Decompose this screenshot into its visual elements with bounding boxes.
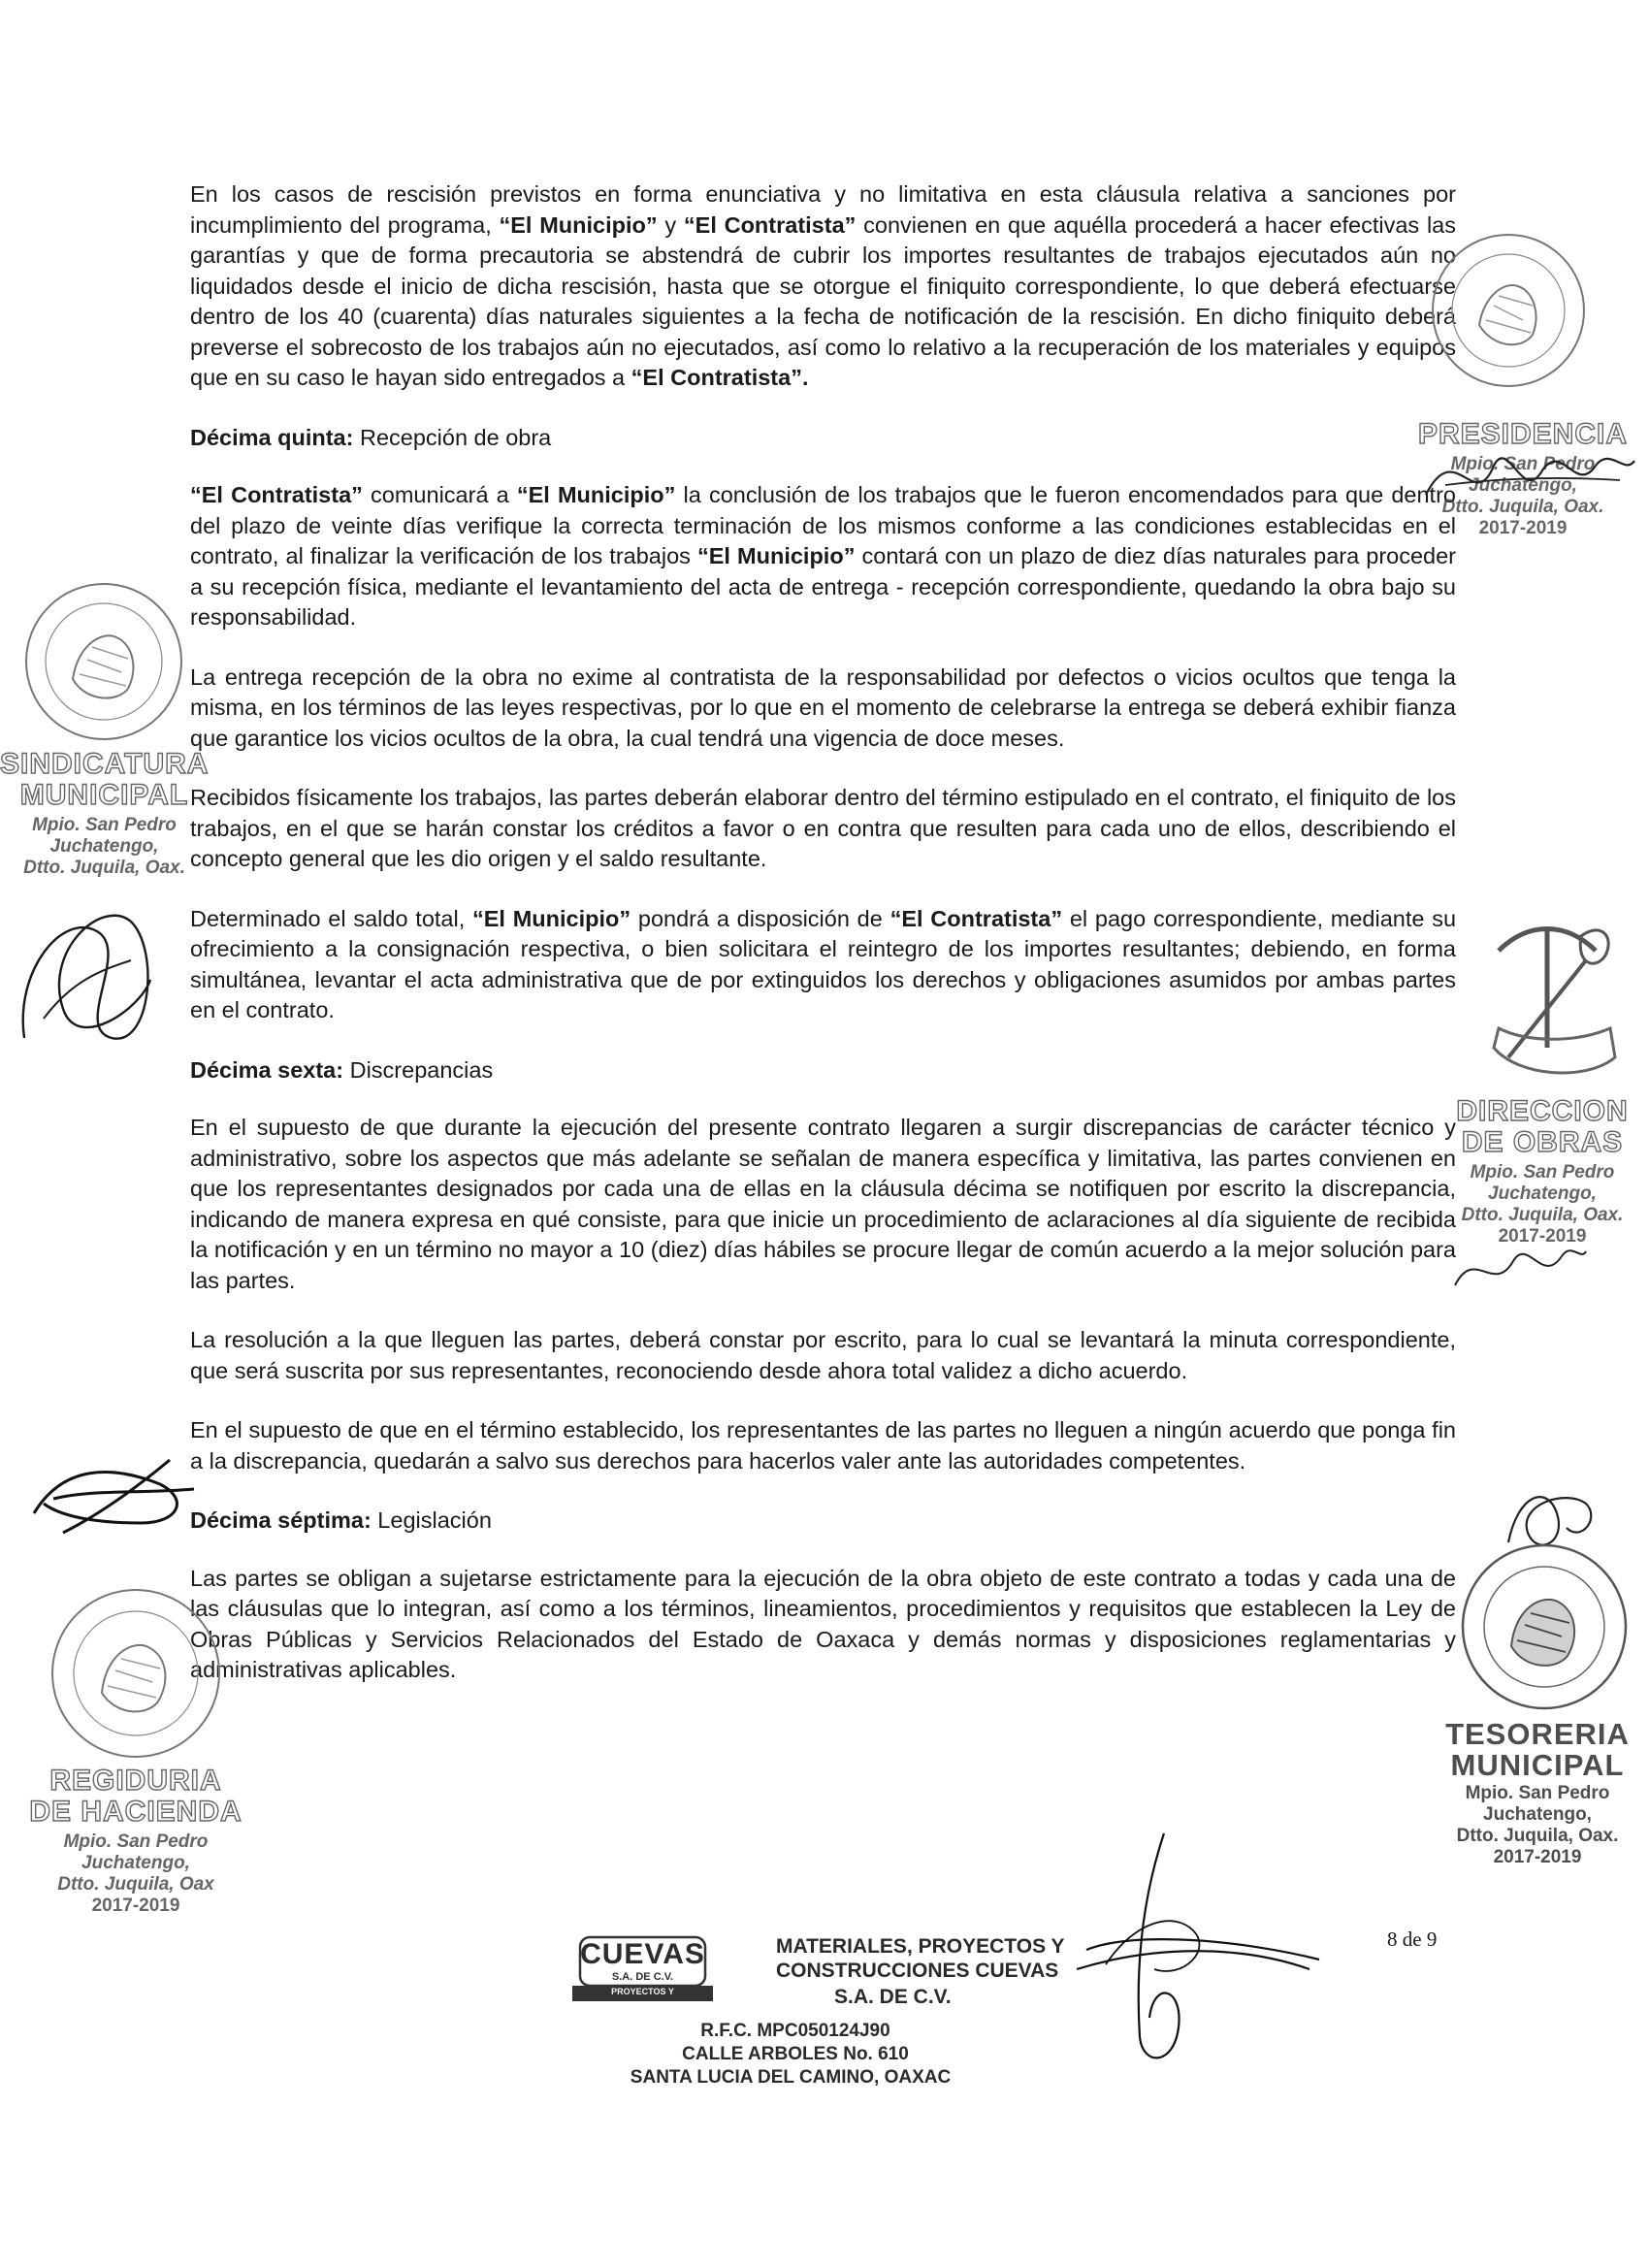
clause-heading: [190, 1506, 1456, 1537]
company-rfc: R.F.C. MPC050124J90: [700, 2021, 890, 2041]
cuevas-logo-text: CUEVAS S.A. DE C.V. PROYECTOS Y CONSTRUCCIONES: [580, 1938, 705, 2012]
bold-text: Décima sexta:: [190, 1056, 344, 1083]
text-run: el pago correspondiente, mediante su ofrecimiento a la consignación respectiva, o bien solicitara el reintegro de los importes resultantes; debiendo, en forma simultánea, levantar el acta administrativa que de por extinguidos los derechos y obligaciones asumidos por ambas partes en el contrato.: [190, 905, 1457, 1022]
tesoreria-stamp: TESORERIA MUNICIPAL Mpio. San Pedro Juchatengo, Dtto. Juquila, Oax. 2017-2019: [1445, 1717, 1630, 1867]
text-run: Recibidos físicamente los trabajos, las partes deberán elaborar dentro del término estipulado en el contrato, el finiquito de los trabajos, en el que se harán constar los créditos a favor o en contra que resulten para cada uno de ellos, describiendo el concepto general que les dio origen y el saldo resultante.: [190, 785, 1456, 871]
text-run: Las partes se obligan a sujetarse estrictamente para la ejecución de la obra objeto de este contrato a todas y cada una de las cláusulas que lo integran, así como a los términos, lineamientos, procedimientos y requisitos que establecen la Ley de Obras Públicas y Servicios Relacionados del Estado de Oaxaca y demás normas y disposiciones reglamentarias y administrativas aplicables.: [190, 1565, 1456, 1682]
presidencia-stamp: PRESIDENCIA Mpio. San Pedro Juchatengo, Dtto. Juquila, Oax. 2017-2019: [1397, 419, 1649, 539]
page-number: 8 de 9: [1387, 1928, 1438, 1951]
clause-heading: [190, 1055, 1456, 1086]
direccion-obras-stamp: DIRECCION DE OBRAS Mpio. San Pedro Juchatengo, Dtto. Juquila, Oax. 2017-2019: [1456, 1095, 1629, 1247]
text-run: comunicará a: [362, 482, 517, 507]
text-run: En los casos de rescisión previstos en forma enunciativa y no limitativa en esta cláusula relativa a sanciones por incumplimiento del programa,: [190, 181, 1456, 238]
bold-text: “El Municipio”: [697, 543, 856, 568]
company-name-1: MATERIALES, PROYECTOS Y: [776, 1935, 1065, 1958]
contract-body-text: [190, 179, 1456, 1715]
clause-heading: [190, 423, 1456, 454]
body-paragraph: [190, 663, 1456, 755]
signature-contractor: [1048, 1824, 1329, 2076]
national-seal-icon: [44, 1581, 228, 1766]
bold-text: “El Contratista”.: [630, 365, 809, 390]
signature-sindicatura: [5, 892, 175, 1072]
body-paragraph: [190, 480, 1456, 633]
bold-text: “El Municipio”: [499, 211, 658, 238]
text-run: Discrepancias: [343, 1056, 494, 1083]
bold-text: Décima quinta:: [190, 424, 354, 450]
text-run: y: [657, 211, 684, 238]
national-seal-icon: [19, 577, 189, 747]
company-address-1: CALLE ARBOLES No. 610: [682, 2044, 909, 2064]
national-seal-icon: [1426, 228, 1591, 393]
signature-left: [24, 1445, 209, 1552]
company-name-3: S.A. DE C.V.: [834, 1986, 952, 2008]
body-paragraph: [190, 1113, 1456, 1296]
bold-text: “El Contratista”: [683, 211, 857, 238]
body-paragraph: [190, 1415, 1456, 1476]
pick-and-shovel-icon: [1479, 912, 1625, 1086]
body-paragraph: [190, 1325, 1456, 1386]
bold-text: Décima séptima:: [190, 1507, 372, 1533]
text-run: Determinado el saldo total,: [190, 905, 472, 931]
text-run: La entrega recepción de la obra no exime al contratista de la responsabilidad por defectos o vicios ocultos que tenga la misma, en los términos de las leyes respectivas, por lo que en el momento de celebrarse la entrega se deberá exhibir fianza que garantice los vicios ocultos de la obra, la cual tendrá una vigencia de doce meses.: [190, 664, 1456, 751]
sindicatura-stamp: SINDICATURA MUNICIPAL Mpio. San Pedro Juchatengo, Dtto. Juquila, Oax.: [0, 748, 210, 878]
bold-text: “El Contratista”: [190, 482, 363, 507]
bold-text: “El Municipio”: [516, 482, 676, 507]
bold-text: “El Municipio”: [472, 905, 631, 931]
signature-presidencia: [1416, 427, 1639, 524]
text-run: En el supuesto de que durante la ejecución del presente contrato llegaren a surgir discrepancias de carácter técnico y administrativo, sobre los aspectos que más adelante se señalan de manera específica y limitativa, las partes convienen en que los representantes designados por cada una de ellas en la cláusula décima se notifiquen por escrito la discrepancia, indicando de manera expresa en qué consiste, para que inicie un procedimiento de aclaraciones al día siguiente de recibida la notificación y en un término no mayor a 10 (diez) días hábiles se procure llegar de común acuerdo a la mejor solución para las partes.: [190, 1115, 1456, 1293]
company-address-2: SANTA LUCIA DEL CAMINO, OAXAC: [630, 2067, 952, 2088]
text-run: la conclusión de los trabajos que le fueron encomendados para que dentro del plazo de veinte días verifique la correcta terminación de los mismos conforme a las condiciones establecidas en el contrato, al finalizar la verificación de los trabajos: [190, 482, 1456, 568]
text-run: contará con un plazo de diez días naturales para proceder a su recepción física, mediante el levantamiento del acta de entrega - recepción correspondiente, quedando la obra bajo su responsabilidad.: [190, 543, 1457, 630]
company-name-2: CONSTRUCCIONES CUEVAS: [776, 1960, 1059, 1982]
presidencia-title: PRESIDENCIA: [1417, 418, 1629, 450]
regiduria-stamp: REGIDURIA DE HACIENDA Mpio. San Pedro Juchatengo, Dtto. Juquila, Oax 2017-2019: [29, 1765, 242, 1916]
bold-text: “El Contratista”: [889, 905, 1063, 931]
company-stamp: [543, 1935, 1125, 2090]
body-paragraph: [190, 904, 1456, 1026]
national-seal-icon: [1455, 1538, 1634, 1717]
text-run: Legislación: [371, 1507, 492, 1533]
text-run: Recepción de obra: [353, 424, 552, 450]
text-run: convienen en que aquélla procederá a hacer efectivas las garantías y que de forma precautoria se abstendrá de cubrir los importes resultantes de trabajos ejecutados aún no liquidados desde el inicio de dicha rescisión, hasta que se otorgue el finiquito correspondiente, lo que deberá efectuarse dentro de los 40 (cuarenta) días naturales siguientes a la fecha de notificación de la rescisión. En dicho finiquito deberá preverse el sobrecosto de los trabajos aún no ejecutados, así como lo relativo a la recuperación de los materiales y equipos que en su caso le hayan sido entregados a: [190, 211, 1456, 390]
signature-direccion: [1445, 1227, 1591, 1305]
body-paragraph: [190, 179, 1456, 394]
text-run: pondrá a disposición de: [630, 905, 890, 931]
text-run: La resolución a la que lleguen las partes, deberá constar por escrito, para lo cual se levantará la minuta correspondiente, que será suscrita por sus representantes, reconociendo desde ahora total validez a dicho acuerdo.: [190, 1327, 1456, 1383]
body-paragraph: [190, 783, 1456, 875]
body-paragraph: [190, 1564, 1456, 1686]
text-run: En el supuesto de que en el término establecido, los representantes de las partes no lleguen a ningún acuerdo que ponga fin a la discrepancia, quedarán a salvo sus derechos para hacerlos valer ante las autoridades competentes.: [190, 1417, 1456, 1474]
